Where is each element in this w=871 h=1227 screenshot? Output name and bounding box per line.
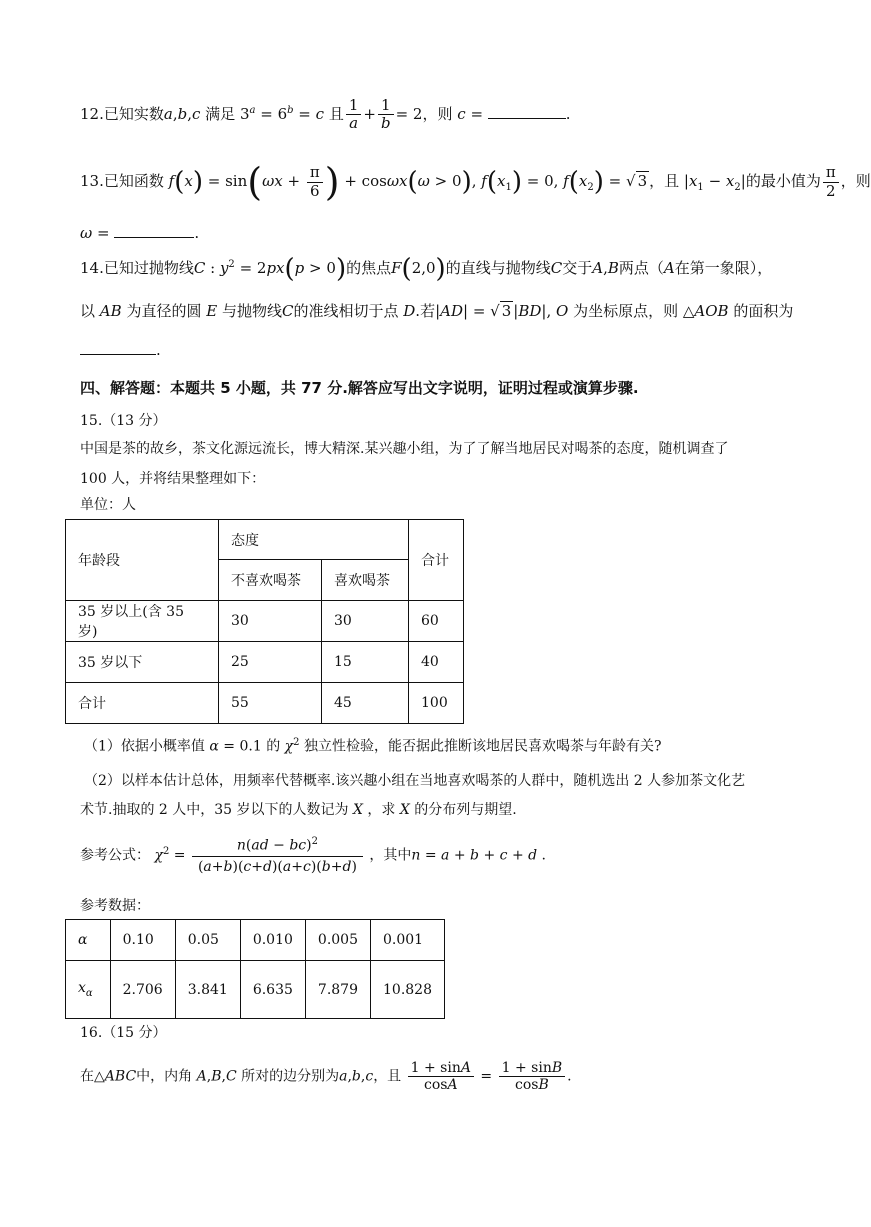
formula-label: 参考公式： [80, 847, 150, 864]
q13-text: 的最小值为 [745, 172, 821, 190]
row-label: 35 岁以上(含 35 岁) [66, 601, 219, 642]
age-header: 年龄段 [66, 520, 219, 601]
q14-text: . [156, 341, 161, 359]
q16-header: 16.（15 分） [80, 1025, 167, 1041]
cell-dislike: 30 [219, 601, 322, 642]
unit-label: 单位：人 [80, 497, 136, 513]
q15-intro-line2: 100 人，并将结果整理如下： [80, 471, 266, 487]
alpha-cell: 0.10 [110, 920, 175, 961]
alpha-cell: 0.001 [371, 920, 445, 961]
fraction: $\frac{1}{a}$ [346, 97, 362, 133]
ref-data-label: 参考数据： [80, 898, 150, 914]
question-13-answer: ω = . [80, 224, 200, 242]
cell-total: 60 [409, 601, 464, 642]
q15-text: ，求 [367, 802, 396, 818]
answer-blank[interactable] [114, 223, 194, 238]
question-14-line2: 以 AB 为直径的圆 E 与抛物线C的准线相切于点 D.若|AD| = √ 3 |BD|, O 为坐标原点，则 △AOB 的面积为 [80, 302, 794, 320]
q14-text: 为直径的圆 [126, 302, 202, 320]
alpha-header: α [66, 920, 111, 961]
q16-text: 中，内角 [136, 1068, 193, 1085]
q12-text: 满足 [205, 104, 236, 123]
cell-like: 30 [322, 601, 409, 642]
q16-text: . [567, 1068, 572, 1085]
fraction: $\frac{1 + \sin A}{\cos A}$ [408, 1060, 474, 1093]
x-cell: 2.706 [110, 961, 175, 1019]
q14-text: 的直线与抛物线 [445, 259, 551, 277]
q14-text: 两点（ [618, 259, 664, 277]
total-header: 合计 [409, 520, 464, 601]
survey-table [65, 519, 464, 724]
x-alpha-header: $x_\alpha$ [66, 961, 111, 1019]
q13-text: 13.已知函数 [80, 172, 164, 190]
q12-text: . [565, 104, 571, 123]
x-cell: 7.879 [305, 961, 370, 1019]
q16-text: 所对的边分别为 [241, 1068, 340, 1085]
dislike-header: 不喜欢喝茶 [219, 560, 322, 601]
reference-data-table [65, 919, 445, 1019]
cell-total: 100 [409, 683, 464, 724]
q15-part2-line2: 术节.抽取的 2 人中，35 岁以下的人数记为 X ，求 X 的分布列与期望. [80, 802, 517, 818]
q14-text: 交于 [562, 259, 593, 277]
formula-text: ，其中 [369, 847, 412, 864]
x-cell: 10.828 [371, 961, 445, 1019]
q16-text: 在 [80, 1068, 94, 1085]
answer-blank[interactable] [488, 104, 566, 119]
q15-header: 15.（13 分） [80, 413, 167, 429]
fraction: $\frac{1 + \sin B}{\cos B}$ [499, 1060, 566, 1093]
cell-like: 15 [322, 642, 409, 683]
chi-square-formula: $\frac{n(ad - bc)^2}{(a+b)(c+d)(a+c)(b+d)}$ [192, 834, 363, 877]
q15-part1: （1）依据小概率值 α = 0.1 的 $\chi^2$ 独立性检验，能否据此推断该地居民喜欢喝茶与年龄有关? [84, 737, 662, 755]
fraction: $\frac{1}{b}$ [378, 97, 394, 133]
x-cell: 3.841 [175, 961, 240, 1019]
table-row [66, 961, 445, 1019]
table-row [66, 920, 445, 961]
question-13: 13.已知函数 f(x) = sin(ωx + $\frac{\pi}{6}$ ) + cosωx(ω > 0), $f(x_1) = 0$, $f(x_2)$ = √ 3 ，且 $|x_1 - x_2|$的最小值为 $\frac{\pi}{2}$ ，则 [80, 160, 871, 204]
q15-text: （1）依据小概率值 [84, 738, 205, 755]
row-label: 35 岁以下 [66, 642, 219, 683]
q14-text: 为坐标原点，则 [573, 302, 679, 320]
alpha-cell: 0.05 [175, 920, 240, 961]
question-12: 12.已知实数a,b,c 满足 $3^a = 6^b = c$ 且 $\frac{1}{a}$ + $\frac{1}{b}$ = 2，则 c = . [80, 96, 571, 133]
q14-text: 以 [80, 302, 96, 320]
q14-text: 与抛物线 [221, 302, 282, 320]
q12-text: 12.已知实数 [80, 104, 164, 123]
q12-text: 且 [328, 104, 344, 123]
attitude-header: 态度 [219, 520, 409, 560]
cell-dislike: 25 [219, 642, 322, 683]
table-row [66, 601, 464, 642]
like-header: 喜欢喝茶 [322, 560, 409, 601]
q14-text: 在第一象限）， [674, 259, 773, 277]
table-row [66, 642, 464, 683]
alpha-cell: 0.005 [305, 920, 370, 961]
q15-part2-line1: （2）以样本估计总体，用频率代替概率.该兴趣小组在当地喜欢喝茶的人群中，随机选出 2 人参加茶文化艺 [84, 773, 746, 789]
row-label: 合计 [66, 683, 219, 724]
q14-text: 14.已知过抛物线 [80, 259, 194, 277]
q14-text: 的面积为 [733, 302, 794, 320]
q16-text: ，且 [373, 1068, 402, 1085]
cell-total: 40 [409, 642, 464, 683]
q15-text: 独立性检验，能否据此推断该地居民喜欢喝茶与年龄有关? [303, 738, 662, 755]
question-14-line1: 14.已知过抛物线C : $y^2 = 2px(p > 0)$的焦点F(2,0)的直线与抛物线C交于A,B两点（A在第一象限）， [80, 254, 773, 284]
reference-formula: 参考公式： $\chi^2$ = $\frac{n(ad - bc)^2}{(a+b)(c+d)(a+c)(b+d)}$ ，其中n = a + b + c + d . [80, 834, 546, 877]
cell-dislike: 55 [219, 683, 322, 724]
q14-text: .若 [415, 302, 436, 320]
q14-text: 的准线相切于点 [293, 302, 399, 320]
table-row [66, 683, 464, 724]
answer-blank[interactable] [80, 340, 156, 355]
section-heading: 四、解答题：本题共 5 小题，共 77 分.解答应写出文字说明，证明过程或演算步骤. [80, 379, 639, 397]
fraction: $\frac{\pi}{6}$ [307, 164, 323, 200]
q15-text: 的分布列与期望. [414, 802, 517, 818]
q13-text: ，则 [840, 172, 871, 190]
x-cell: 6.635 [240, 961, 305, 1019]
q13-text: ，且 [649, 172, 680, 190]
q15-text: 术节.抽取的 2 人中，35 岁以下的人数记为 [80, 802, 349, 818]
cell-like: 45 [322, 683, 409, 724]
question-16: 在△ABC中，内角 A,B,C 所对的边分别为a,b,c，且 $\frac{1 + \sin A}{\cos A}$ = $\frac{1 + \sin B}{\cos B}$ . [80, 1060, 572, 1094]
fraction: $\frac{\pi}{2}$ [823, 164, 839, 200]
q15-intro-line1: 中国是茶的故乡，茶文化源远流长，博大精深.某兴趣小组，为了了解当地居民对喝茶的态度，随机调查了 [80, 441, 729, 457]
question-14-answer [80, 340, 161, 361]
q14-text: 的焦点 [346, 259, 392, 277]
q12-text: ，则 [422, 104, 453, 123]
alpha-cell: 0.010 [240, 920, 305, 961]
